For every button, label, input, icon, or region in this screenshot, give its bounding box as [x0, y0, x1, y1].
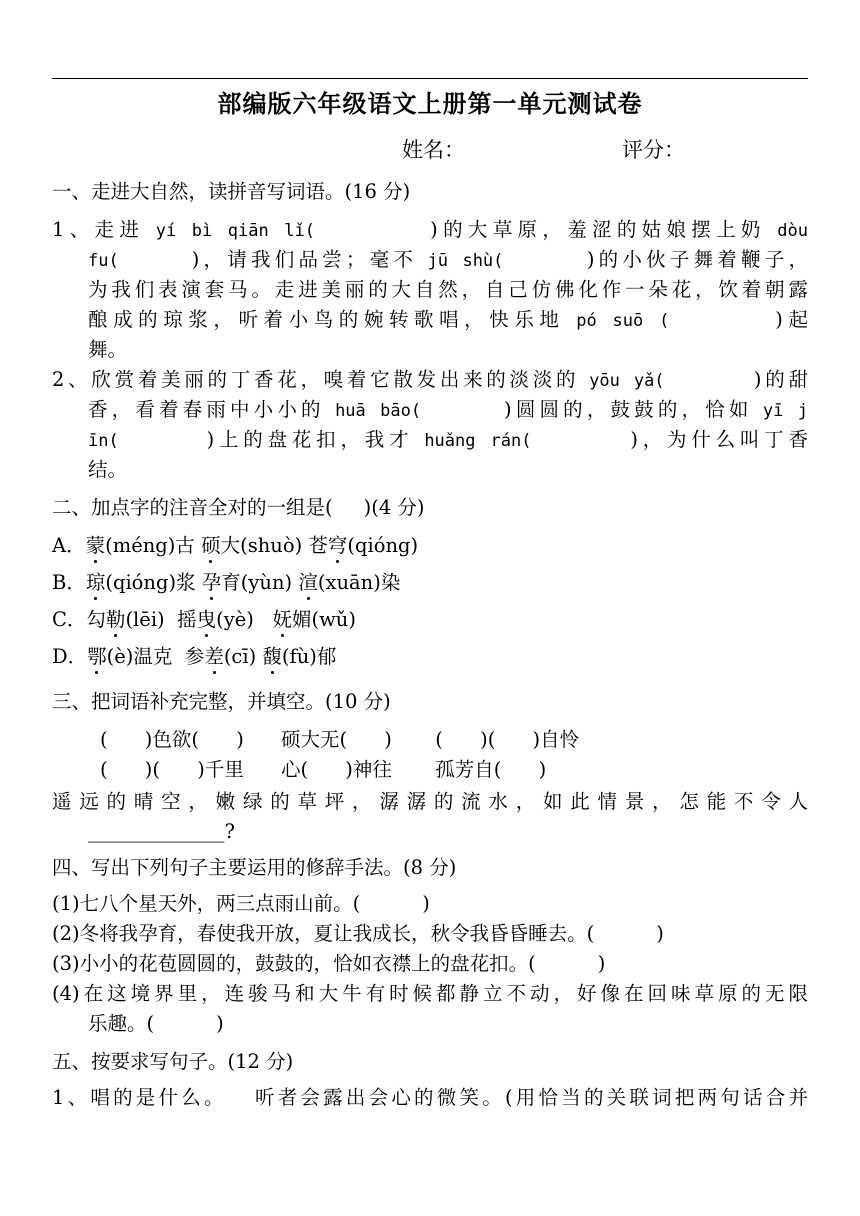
- q1-line-4: 酿成的琼浆，听着小鸟的婉转歌唱，快乐地 pó suō ( )起: [88, 308, 808, 331]
- score-label: 评分：: [622, 138, 685, 162]
- section-5-heading: 五、按要求写句子。(12 分): [52, 1050, 294, 1073]
- q1-line-2: fu( )，请我们品尝；毫不 jū shù( )的小伙子舞着鞭子，: [88, 248, 808, 271]
- q1-line-3: 为我们表演套马。走进美丽的大自然，自己仿佛化作一朵花，饮着朝露: [88, 278, 808, 301]
- rhetoric-q2: (2)冬将我孕育，春使我开放，夏让我成长，秋令我昏昏睡去。( ): [52, 922, 664, 945]
- q1-line-5: 舞。: [88, 338, 128, 361]
- q2-line-4: 结。: [88, 458, 128, 481]
- top-rule: [52, 78, 808, 79]
- option-b: B．琼(qióng)浆 孕育(yùn) 渲(xuān)染: [52, 571, 401, 594]
- section-2-heading: 二、加点字的注音全对的一组是( )(4 分): [52, 496, 425, 519]
- option-a: A．蒙(méng)古 硕大(shuò) 苍穹(qióng): [52, 534, 419, 557]
- rhetoric-q1: (1)七八个星天外，两三点雨山前。( ): [52, 892, 430, 915]
- fill-line-2: ______________?: [88, 820, 235, 843]
- section-1-heading: 一、走进大自然，读拼音写词语。(16 分): [52, 180, 411, 203]
- idiom-row-1: ( )色欲( ) 硕大无( ) ( )( )自怜: [100, 728, 580, 751]
- option-c: C．勾勒(lēi) 摇曳(yè) 妩媚(wǔ): [52, 608, 356, 631]
- section-4-heading: 四、写出下列句子主要运用的修辞手法。(8 分): [52, 856, 457, 879]
- idiom-row-2: ( )( )千里 心( )神往 孤芳自( ): [100, 758, 547, 781]
- rhetoric-q4-line-1: (4)在这境界里，连骏马和大牛有时候都静立不动，好像在回味草原的无限: [52, 982, 808, 1005]
- q2-line-3: īn( )上的盘花扣，我才 huǎng rán( )，为什么叫丁香: [88, 428, 808, 451]
- section-3-heading: 三、把词语补充完整，并填空。(10 分): [52, 690, 391, 713]
- name-label: 姓名：: [402, 138, 465, 162]
- q1-line-1: 1、走进 yí bì qiān lǐ( )的大草原，羞涩的姑娘摆上奶 dòu: [52, 218, 808, 241]
- rhetoric-q4-line-2: 乐趣。( ): [88, 1012, 224, 1035]
- fill-line-1: 遥远的晴空，嫩绿的草坪，潺潺的流水，如此情景，怎能不令人: [52, 790, 808, 813]
- sentence-q1: 1、唱的是什么。 听者会露出会心的微笑。(用恰当的关联词把两句话合并: [52, 1086, 808, 1109]
- rhetoric-q3: (3)小小的花苞圆圆的，鼓鼓的，恰如衣襟上的盘花扣。( ): [52, 952, 606, 975]
- q2-line-1: 2、欣赏着美丽的丁香花，嗅着它散发出来的淡淡的 yōu yǎ( )的甜: [52, 368, 809, 391]
- q2-line-2: 香，看着春雨中小小的 huā bāo( )圆圆的，鼓鼓的，恰如 yī j: [88, 398, 808, 421]
- page-title: 部编版六年级语文上册第一单元测试卷: [217, 89, 643, 118]
- option-d: D．鄂(è)温克 参差(cī) 馥(fù)郁: [52, 645, 337, 668]
